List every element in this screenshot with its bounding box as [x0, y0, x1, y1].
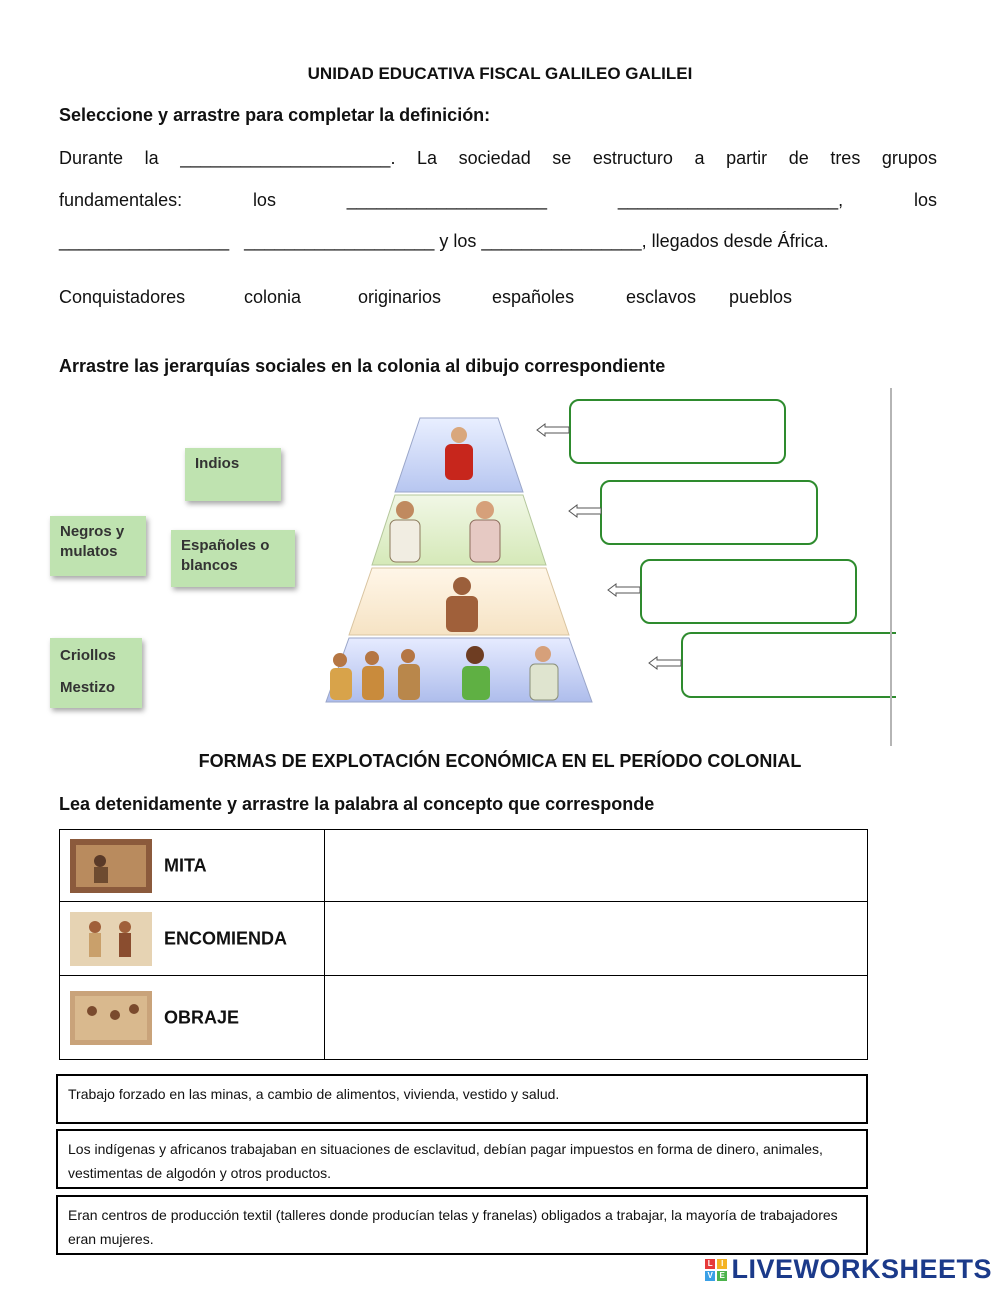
logo-letter: V [705, 1271, 715, 1281]
arrow-left-icon [535, 422, 571, 438]
word: Durante [59, 148, 124, 168]
word-encomienda[interactable]: ENCOMIENDA [164, 928, 288, 948]
definition-box-3[interactable]: Eran centros de producción textil (talleres donde producían telas y franelas) obligados a trabajar, la mayoría de trabajadores eran mujeres. [56, 1195, 868, 1255]
word: La [417, 148, 438, 168]
word-bank-item[interactable]: originarios [358, 287, 442, 307]
blank-1[interactable] [180, 148, 395, 169]
school-title: UNIDAD EDUCATIVA FISCAL GALILEO GALILEI [307, 64, 693, 83]
drop-zone-obraje[interactable] [325, 976, 868, 1060]
card-espanoles-blancos[interactable]: Españoles o blancos [171, 530, 295, 587]
row-label-cell [60, 976, 325, 1060]
answer-box-level-2[interactable] [600, 480, 818, 545]
word: grupos [881, 148, 937, 168]
section-title-economia: FORMAS DE EXPLOTACIÓN ECONÓMICA EN EL PERÍODO COLONIAL [198, 751, 802, 771]
word: sociedad [458, 148, 531, 168]
definition-box-2[interactable]: Los indígenas y africanos trabajaban en situaciones de esclavitud, debían pagar impuestos en forma de dinero, animales, vestimentas de algodón y otros productos. [56, 1129, 868, 1189]
blank-2[interactable]: ____________________ [346, 190, 548, 210]
answer-box-level-3[interactable] [640, 559, 857, 624]
arrow-left-icon [606, 582, 642, 598]
instruction-complete-definition: Seleccione y arrastre para completar la definición: [59, 105, 491, 125]
table-row [60, 976, 868, 1060]
word: de [788, 148, 809, 168]
word: estructuro [592, 148, 673, 168]
card-criollos[interactable]: Criollos [60, 647, 116, 664]
instruction-hierarchy: Arrastre las jerarquías sociales en la colonia al dibujo correspondiente [59, 356, 666, 376]
drop-zone-encomienda[interactable] [325, 902, 868, 976]
arrow-left-icon [647, 655, 683, 671]
word-bank-item[interactable]: esclavos [626, 287, 697, 307]
liveworksheets-logo [705, 1254, 992, 1285]
blank-3[interactable]: ______________________, [617, 190, 844, 210]
card-group [50, 638, 142, 708]
mita-image [70, 839, 152, 893]
drop-zone-mita[interactable] [325, 830, 868, 902]
card-indios[interactable]: Indios [185, 448, 281, 501]
arrow-left-icon [567, 503, 603, 519]
word-bank-item[interactable]: Conquistadores [59, 287, 186, 307]
logo-letter: I [717, 1259, 727, 1269]
blank-line: _____________________ [180, 148, 391, 168]
answer-box-level-4[interactable] [681, 632, 896, 698]
word: tres [830, 148, 861, 168]
word: los [252, 190, 276, 210]
answer-box-level-1[interactable] [569, 399, 786, 464]
row-label-cell [60, 830, 325, 902]
logo-letter: E [717, 1271, 727, 1281]
word: la [144, 148, 159, 168]
word: a [694, 148, 705, 168]
word: fundamentales: [59, 190, 183, 210]
brand-name: LIVEWORKSHEETS [731, 1254, 992, 1284]
word-bank-item[interactable]: españoles [492, 287, 575, 307]
word-bank-item[interactable]: colonia [244, 287, 302, 307]
logo-icon [705, 1259, 727, 1281]
row-label-cell [60, 902, 325, 976]
obraje-image [70, 991, 152, 1045]
paragraph-line-1 [59, 148, 937, 169]
word-bank-item[interactable]: pueblos [729, 287, 793, 307]
table-row [60, 830, 868, 902]
word: partir [726, 148, 768, 168]
word: . [390, 148, 396, 168]
divider [890, 388, 892, 746]
card-mestizo[interactable]: Mestizo [60, 679, 116, 696]
paragraph-line-2 [59, 190, 937, 211]
instruction-match-concept: Lea detenidamente y arrastre la palabra al concepto que corresponde [59, 794, 655, 814]
definition-box-1[interactable]: Trabajo forzado en las minas, a cambio de alimentos, vivienda, vestido y salud. [56, 1074, 868, 1124]
word: se [552, 148, 572, 168]
card-negros-mulatos[interactable]: Negros y mulatos [50, 516, 146, 576]
exploitation-table [59, 829, 868, 1060]
logo-letter: L [705, 1259, 715, 1269]
word-obraje[interactable]: OBRAJE [164, 1007, 240, 1027]
encomienda-image [70, 912, 152, 966]
paragraph-line-3[interactable]: _________________ ___________________ y los ________________, llegados desde África. [59, 231, 829, 251]
table-row [60, 902, 868, 976]
word: los [913, 190, 937, 210]
word-mita[interactable]: MITA [164, 855, 207, 875]
